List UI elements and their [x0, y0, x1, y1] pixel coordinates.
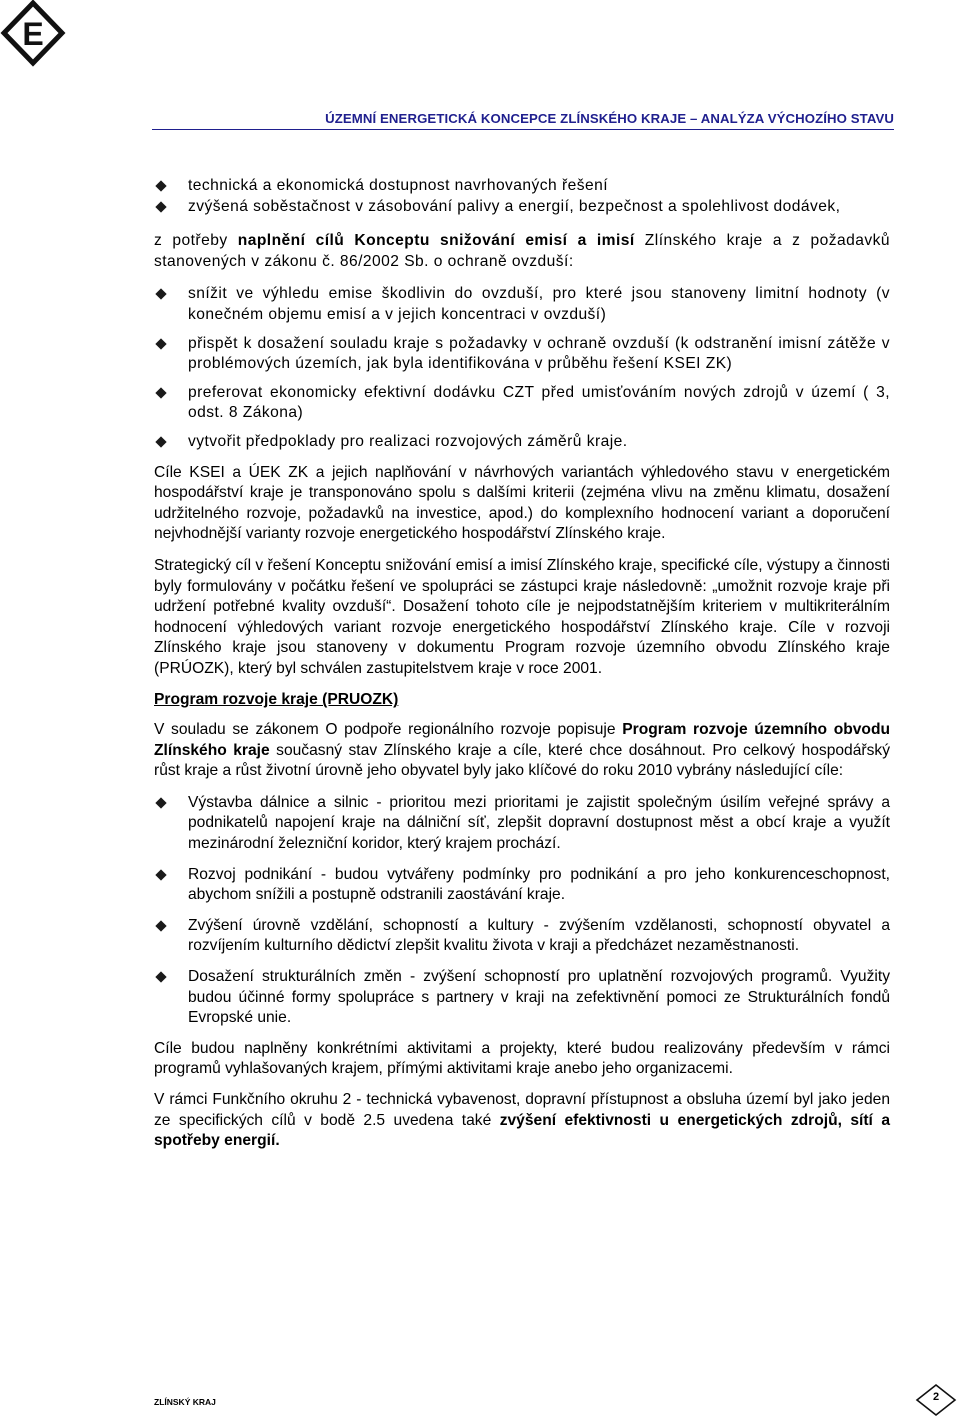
- bullet-diamond-icon: [155, 436, 166, 447]
- bullet-diamond-icon: [155, 971, 166, 982]
- paragraph-air-protection: z potřeby naplnění cílů Konceptu snižování emisí a imisí Zlínského kraje a z požadavků stanovených v zákonu č. 86/2002 Sb. o ochraně ovzduší:: [154, 232, 890, 270]
- list-item: Výstavba dálnice a silnic - prioritou mezi prioritami je zajistit společným úsilím veřejné správy a podnikatelů napojení kraje na dálniční síť, zlepšit dopravní dostupnost měst a obcí kraje a využít mezinárodní železniční koridor, který krajem prochází.: [154, 793, 890, 855]
- list-item: vytvořit předpoklady pro realizaci rozvojových záměrů kraje.: [154, 432, 890, 453]
- list-item: Dosažení strukturálních změn - zvýšení schopností pro uplatnění rozvojových programů. Využity budou účinné formy spolupráce s partnery v kraji na zefektivnění pomoci ze Strukturálních fondů Evropské unie.: [154, 967, 890, 1029]
- svg-text:E: E: [22, 16, 44, 52]
- list-item: přispět k dosažení souladu kraje s požadavky v ochraně ovzduší (k odstranění imisní zátěže v problémových územích, jak byla identifikována v průběhu řešení KSEI ZK): [154, 334, 890, 375]
- bullet-diamond-icon: [155, 387, 166, 398]
- bullet-diamond-icon: [155, 201, 166, 212]
- bullet-diamond-icon: [155, 180, 166, 191]
- bullet-list-3: [154, 793, 890, 1029]
- list-item: snížit ve výhledu emise škodlivin do ovzduší, pro které jsou stanoveny limitní hodnoty (v konečném objemu emisí a v jejich koncentraci v ovzduší): [154, 284, 890, 325]
- bullet-list-1: [154, 176, 890, 217]
- paragraph-functional-area: V rámci Funkčního okruhu 2 - technická vybavenost, dopravní přístupnost a obsluha území byl jako jeden ze specifických cílů v bodě 2.5 uvedena také zvýšení efektivnosti u energetických zdrojů, sítí a spotřeby energií.: [154, 1090, 890, 1150]
- paragraph-strategic-goal: Strategický cíl v řešení Konceptu snižování emisí a imisí Zlínského kraje, specifické cíle, výstupy a činnosti byly formulovány v počátku řešení ve spolupráci se zástupci kraje následovně: „umožnit rozvoje kraje při udržení potřebné kvality ovzduší“. Dosažení tohoto cíle je nejpodstatnějším kriteriem v multikriterálním hodnocení výhledových variant rozvoje energetického hospodářství Zlínského kraje. Cíle v rozvoji Zlínského kraje jsou stanoveny v dokumentu Program rozvoje územního obvodu Zlínského kraje (PRÚOZK), který byl schválen zastupitelstvem kraje v roce 2001.: [154, 556, 890, 677]
- company-logo-icon: [0, 0, 66, 72]
- document-body: [154, 176, 890, 1152]
- list-item: zvýšená soběstačnost v zásobování palivy a energií, bezpečnost a spolehlivost dodávek,: [154, 197, 890, 218]
- header-rule: [152, 129, 894, 130]
- bullet-diamond-icon: [155, 869, 166, 880]
- list-item: Rozvoj podnikání - budou vytvářeny podmínky pro podnikání a pro jeho konkurenceschopnost, abychom snížili a postupně odstranili zaostávání kraje.: [154, 865, 890, 906]
- header-title: ÚZEMNÍ ENERGETICKÁ KONCEPCE ZLÍNSKÉHO KRAJE – ANALÝZA VÝCHOZÍHO STAVU: [325, 111, 894, 126]
- bullet-list-2: [154, 284, 890, 452]
- bullet-diamond-icon: [155, 797, 166, 808]
- list-item: technická a ekonomická dostupnost navrhovaných řešení: [154, 176, 890, 197]
- footer-region-label: ZLÍNSKÝ KRAJ: [154, 1397, 216, 1407]
- paragraph-program: V souladu se zákonem O podpoře regionálního rozvoje popisuje Program rozvoje územního obvodu Zlínského kraje současný stav Zlínského kraje a cíle, které chce dosáhnout. Pro celkový hospodářský růst kraje a růst životní úrovně jeho obyvatel byly jako klíčové do roku 2010 vybrány následující cíle:: [154, 721, 890, 780]
- list-item: preferovat ekonomicky efektivní dodávku CZT před umisťováním nových zdrojů v území ( 3, odst. 8 Zákona): [154, 383, 890, 424]
- paragraph-ksei-goals: Cíle KSEI a ÚEK ZK a jejich naplňování v návrhových variantách výhledového stavu v energetickém hospodářství kraje je transponováno spolu s dalšími kriterii (zejména vlivu na změnu klimatu, dosažení udržitelného rozvoje, požadavků na investice, apod.) do komplexního hodnocení variant a doporučení nejvhodnější varianty rozvoje energetického hospodářství Zlínského kraje.: [154, 463, 890, 543]
- bullet-diamond-icon: [155, 338, 166, 349]
- section-heading: Program rozvoje kraje (PRUOZK): [154, 691, 399, 709]
- paragraph-activities: Cíle budou naplněny konkrétními aktivitami a projekty, které budou realizovány především v rámci programů vyhlašovaných krajem, přímými aktivitami kraje anebo jeho organizacemi.: [154, 1039, 890, 1078]
- list-item: Zvýšení úrovně vzdělání, schopností a kultury - zvýšením vzdělanosti, schopností obyvatel a rozvíjením kulturního dědictví zlepšit kvalitu života v kraji a předcházet nezaměstnanosti.: [154, 916, 890, 957]
- page-number: 2: [932, 1391, 940, 1403]
- bullet-diamond-icon: [155, 920, 166, 931]
- bullet-diamond-icon: [155, 289, 166, 300]
